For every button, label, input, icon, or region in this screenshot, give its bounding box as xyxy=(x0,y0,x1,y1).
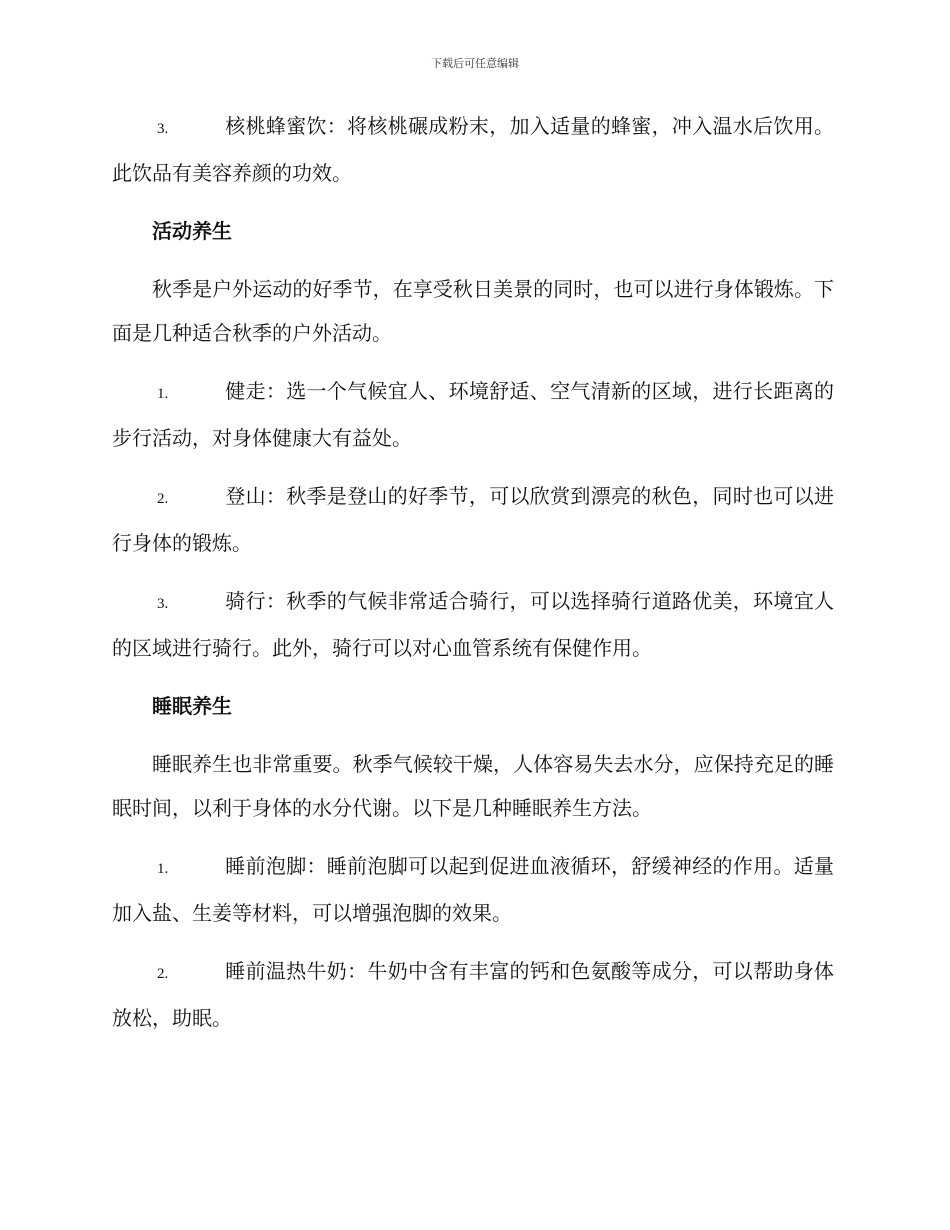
section-heading-sleep: 睡眠养生 xyxy=(152,694,232,718)
document-body xyxy=(112,104,834,1040)
list-text: 睡前温热牛奶：牛奶中含有丰富的钙和色氨酸等成分，可以帮助身体放松，助眠。 xyxy=(112,959,834,1030)
list-number: 1. xyxy=(157,861,169,877)
list-item-cycling xyxy=(112,579,834,670)
list-item-foot-soak xyxy=(112,844,834,935)
list-item-warm-milk xyxy=(112,949,834,1040)
paragraph-activity-intro: 秋季是户外运动的好季节，在享受秋日美景的同时，也可以进行身体锻炼。下面是几种适合秋季的户外活动。 xyxy=(112,277,834,345)
list-number: 3. xyxy=(157,121,169,137)
list-number: 2. xyxy=(157,491,169,507)
list-number: 1. xyxy=(157,386,169,402)
list-text: 核桃蜂蜜饮：将核桃碾成粉末，加入适量的蜂蜜，冲入温水后饮用。此饮品有美容养颜的功效。 xyxy=(112,114,834,185)
list-number: 2. xyxy=(157,966,169,982)
list-text: 健走：选一个气候宜人、环境舒适、空气清新的区域，进行长距离的步行活动，对身体健康大有益处。 xyxy=(112,379,834,450)
header-note: 下载后可任意编辑 xyxy=(431,57,519,70)
list-text: 登山：秋季是登山的好季节，可以欣赏到漂亮的秋色，同时也可以进行身体的锻炼。 xyxy=(112,484,834,555)
list-text: 睡前泡脚：睡前泡脚可以起到促进血液循环，舒缓神经的作用。适量加入盐、生姜等材料，可以增强泡脚的效果。 xyxy=(112,854,834,925)
list-item-hiking xyxy=(112,474,834,565)
list-text: 骑行：秋季的气候非常适合骑行，可以选择骑行道路优美，环境宜人的区域进行骑行。此外，骑行可以对心血管系统有保健作用。 xyxy=(112,589,834,660)
list-item-walking xyxy=(112,369,834,460)
list-number: 3. xyxy=(157,596,169,612)
section-heading-activity: 活动养生 xyxy=(152,219,232,243)
list-item-walnut-honey xyxy=(112,104,834,195)
paragraph-sleep-intro: 睡眠养生也非常重要。秋季气候较干燥，人体容易失去水分，应保持充足的睡眠时间，以利于身体的水分代谢。以下是几种睡眠养生方法。 xyxy=(112,752,834,820)
